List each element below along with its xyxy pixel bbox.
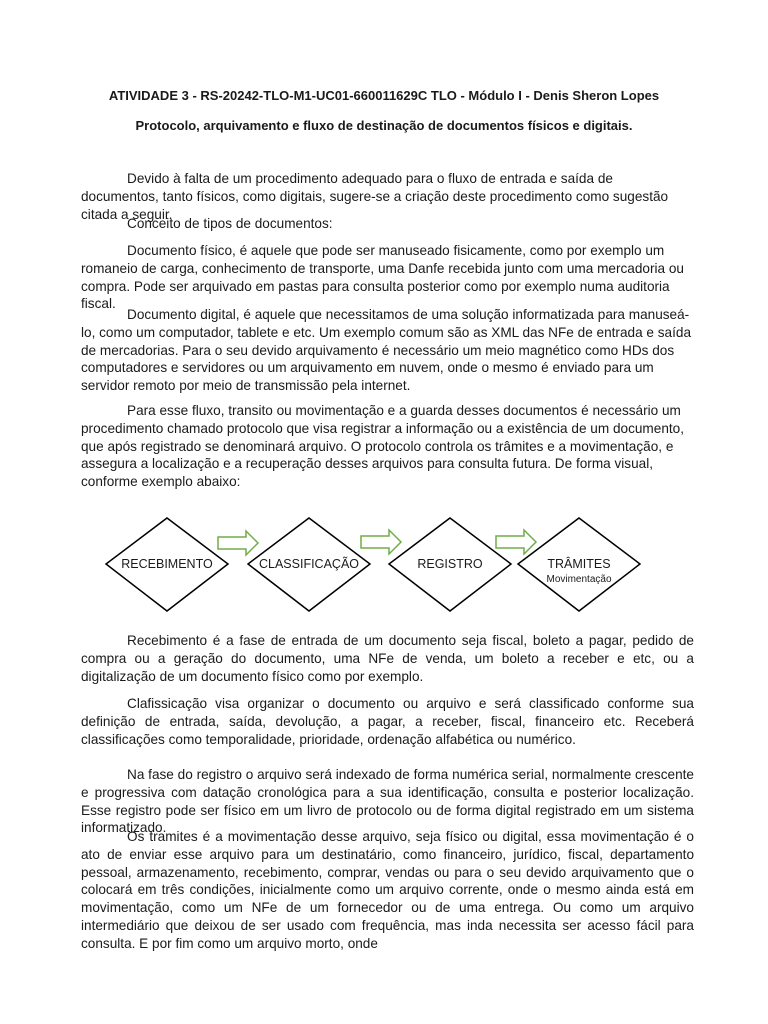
paragraph-recebimento: Recebimento é a fase de entrada de um documento seja fiscal, boleto a pagar, pedido de compra ou a geração do documento, uma NFe de venda, um boleto a receber e etc, ou a digitalização de um documento físico como por exemplo. [81, 633, 694, 684]
step-sublabel-movimentacao: Movimentação [546, 574, 612, 585]
paragraph-tramites: Os tramites é a movimentação desse arquivo, seja físico ou digital, essa movimentação é o ato de enviar esse arquivo para um destinatário, como financeiro, jurídico, fiscal, departamento pessoal, armazenamento, recebimento, comprar, vendas ou para o seu devido arquivamento que o colocará em três condições, inicialmente como um arquivo corrente, onde o mesmo ainda está em movimentação, como um NFe de um fornecedor ou de uma entrega. Ou como um arquivo intermediário que deixou de ser usado com frequência, mas inda necessita ser acesso fácil para consulta. E por fim como um arquivo morto, onde [81, 829, 694, 951]
paragraph-physical-document: Documento físico, é aquele que pode ser manuseado fisicamente, como por exemplo um romaneio de carga, conhecimento de transporte, uma Danfe recebida junto com uma mercadoria ou compra. Pode ser arquivado em pastas para consulta posterior como por exemplo numa auditoria fiscal. [81, 243, 684, 312]
step-label-classificacao: CLASSIFICAÇÃO [258, 557, 360, 571]
paragraph-digital-document: Documento digital, é aquele que necessitamos de uma solução informatizada para manuseá-lo, como um computador, tablete e etc. Um exemplo comum são as XML das NFe de entrada e saída de mercadorias. Para o seu devido arquivamento é necessário um meio magnético como HDs dos computadores e servidores ou um arquivamento em nuvem, onde o mesmo é enviado para um servidor remoto por meio de transmissão pela internet. [81, 307, 692, 394]
flow-diagram [0, 505, 768, 625]
paragraph-classificacao: Clafissicação visa organizar o documento ou arquivo e será classificado conforme sua definição de entrada, saída, devolução, a pagar, a receber, fiscal, financeiro etc. Receberá classificações como temporalidade, prioridade, ordenação alfabética ou numérico. [81, 696, 694, 747]
step-label-tramites: TRÂMITES [547, 557, 611, 571]
paragraph-concept-heading: Conceito de tipos de documentos: [127, 216, 333, 231]
arrow-1 [218, 531, 258, 555]
paragraph-registro: Na fase do registro o arquivo será indexado de forma numérica serial, normalmente crescente e progressiva com datação cronológica para a sua identificação, consulta e posterior localização. Esse registro pode ser físico em um livro de protocolo ou de forma digital registrado em um sistema informatizado. [81, 767, 694, 836]
step-label-registro: REGISTRO [417, 557, 483, 571]
document-title: ATIVIDADE 3 - RS-20242-TLO-M1-UC01-660011629C TLO - Módulo I - Denis Sheron Lopes [108, 88, 660, 103]
arrow-3 [496, 530, 536, 554]
arrow-2 [361, 530, 401, 554]
paragraph-protocol: Para esse fluxo, transito ou movimentação e a guarda desses documentos é necessário um procedimento chamado protocolo que visa registrar a informação ou a existência de um documento, que após registrado se denominará arquivo. O protocolo controla os trâmites e a movimentação, e assegura a localização e a recuperação desses arquivos para consulta futura. De forma visual, conforme exemplo abaixo: [81, 403, 684, 490]
paragraph-intro: Devido à falta de um procedimento adequado para o fluxo de entrada e saída de documentos, tanto físicos, como digitais, sugere-se a criação deste procedimento como sugestão citada a seguir. [81, 171, 669, 222]
document-subtitle: Protocolo, arquivamento e fluxo de destinação de documentos físicos e digitais. [135, 118, 633, 133]
step-label-recebimento: RECEBIMENTO [121, 557, 213, 571]
